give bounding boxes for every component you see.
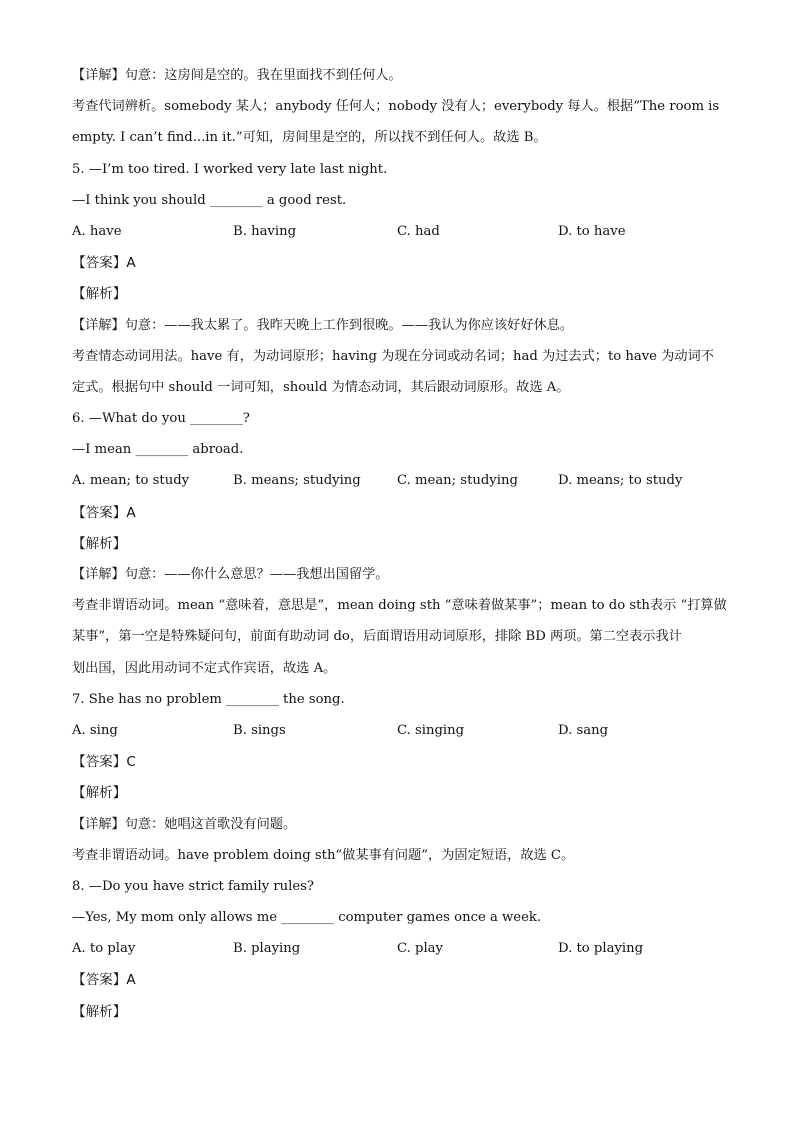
- question-5-stem: —I think you should ________ a good rest.: [72, 192, 347, 208]
- option-a: A. mean; to study: [72, 473, 190, 489]
- explanation-line: 定式。根据句中 should 一词可知，should 为情态动词，其后跟动词原形。故选 A。: [72, 379, 570, 395]
- explanation-line: 某事”，第一空是特殊疑问句，前面有助动词 do，后面谓语用动词原形，排除 BD 两项。第二空表示我计: [72, 629, 682, 645]
- option-d: D. to have: [558, 223, 626, 239]
- option-d: D. to playing: [558, 941, 644, 957]
- option-b: B. having: [233, 223, 297, 239]
- detail-line: 【详解】句意：这房间是空的。我在里面找不到任何人。: [72, 68, 402, 83]
- option-c: C. play: [397, 941, 443, 957]
- analysis-label: 【解析】: [72, 785, 127, 802]
- explanation-line: 考查非谓语动词。have problem doing sth“做某事有问题”，为固定短语，故选 C。: [72, 847, 575, 863]
- option-c: C. mean; studying: [397, 473, 518, 489]
- answer-label: 【答案】A: [72, 972, 136, 989]
- option-b: B. playing: [233, 941, 301, 957]
- analysis-line: empty. I can’t find...in it.”可知，房间里是空的，所以找不到任何人。故选 B。: [72, 130, 547, 146]
- question-6-stem: —I mean ________ abroad.: [72, 442, 244, 458]
- analysis-label: 【解析】: [72, 1003, 127, 1020]
- question-7-options: [72, 721, 722, 752]
- question-6-options: [72, 471, 722, 502]
- option-b: B. means; studying: [233, 473, 361, 489]
- analysis-line: 考查代词辨析。somebody 某人；anybody 任何人；nobody 没有人；everybody 每人。根据“The room is: [72, 99, 720, 115]
- option-a: A. sing: [72, 722, 118, 738]
- analysis-label: 【解析】: [72, 286, 127, 303]
- question-7-stem: 7. She has no problem ________ the song.: [72, 691, 345, 707]
- detail-line: 【详解】句意：——你什么意思？——我想出国留学。: [72, 567, 389, 582]
- question-5-options: [72, 222, 722, 253]
- explanation-line: 考查非谓语动词。mean “意味着，意思是”，mean doing sth “意味着做某事”；mean to do sth表示 “打算做: [72, 598, 727, 614]
- option-b: B. sings: [233, 722, 286, 738]
- question-8-stem: 8. —Do you have strict family rules?: [72, 878, 314, 894]
- question-8-options: [72, 939, 722, 970]
- explanation-line: 考查情态动词用法。have 有，为动词原形；having 为现在分词或动名词；had 为过去式；to have 为动词不: [72, 348, 714, 364]
- answer-label: 【答案】A: [72, 504, 136, 521]
- document-page: [72, 66, 727, 1033]
- question-6-stem: 6. —What do you ________?: [72, 411, 250, 427]
- explanation-line: 划出国，因此用动词不定式作宾语，故选 A。: [72, 660, 337, 676]
- option-a: A. have: [72, 223, 122, 239]
- option-d: D. sang: [558, 722, 609, 738]
- analysis-label: 【解析】: [72, 535, 127, 552]
- answer-label: 【答案】C: [72, 754, 136, 771]
- question-8-stem: —Yes, My mom only allows me ________ computer games once a week.: [72, 910, 542, 926]
- question-5-stem: 5. —I’m too tired. I worked very late last night.: [72, 161, 388, 177]
- answer-label: 【答案】A: [72, 255, 136, 272]
- option-c: C. had: [397, 223, 440, 239]
- option-a: A. to play: [72, 941, 136, 957]
- detail-line: 【详解】句意：——我太累了。我昨天晚上工作到很晚。——我认为你应该好好休息。: [72, 317, 574, 333]
- option-c: C. singing: [397, 722, 465, 738]
- detail-line: 【详解】句意：她唱这首歌没有问题。: [72, 816, 297, 832]
- option-d: D. means; to study: [558, 473, 683, 489]
